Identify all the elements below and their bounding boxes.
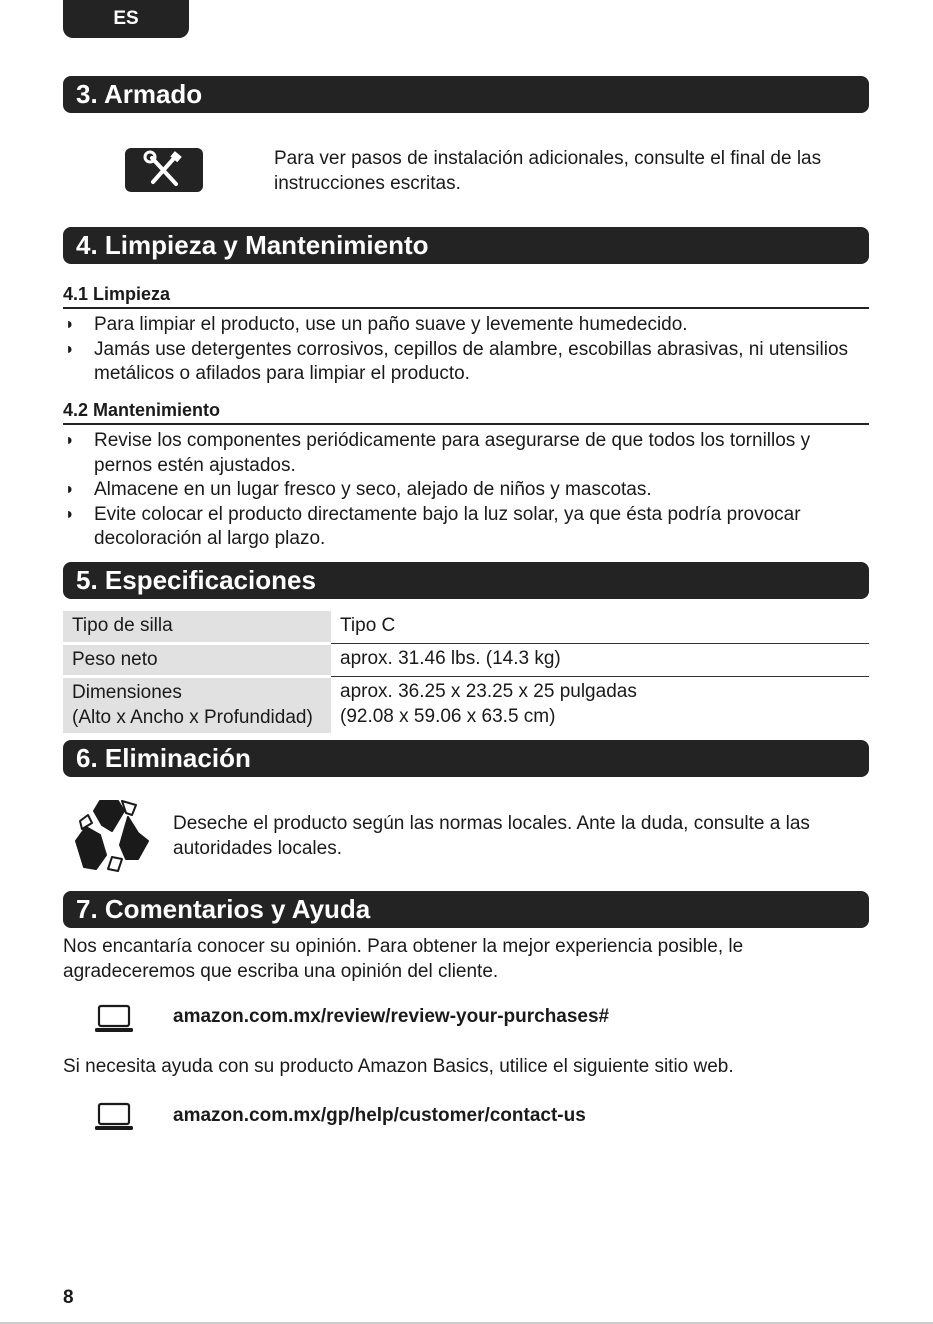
spec-value: aprox. 36.25 x 23.25 x 25 pulgadas (92.08 x 59.06 x 63.5 cm) bbox=[340, 681, 637, 727]
subheading-maintenance: 4.2 Mantenimiento bbox=[63, 399, 869, 425]
assembly-text: Para ver pasos de instalación adicionales, consulte el final de las instrucciones escritas. bbox=[274, 148, 822, 194]
bullet-icon: ◗ bbox=[65, 432, 75, 449]
list-item: ◗ Para limpiar el producto, use un paño suave y levemente humedecido. bbox=[63, 313, 863, 338]
section-title-disposal: 6. Eliminación bbox=[63, 740, 869, 777]
section-title-cleaning: 4. Limpieza y Mantenimiento bbox=[63, 227, 869, 264]
spec-key: Dimensiones (Alto x Ancho x Profundidad) bbox=[63, 677, 331, 735]
feedback-intro: Nos encantaría conocer su opinión. Para obtener la mejor experiencia posible, le agradeceremos que escriba una opinión del cliente. bbox=[63, 936, 744, 982]
language-tab: ES bbox=[63, 0, 189, 38]
list-item: ◗ Revise los componentes periódicamente para asegurarse de que todos los tornillos y pernos estén ajustados. bbox=[65, 430, 811, 476]
laptop-icon bbox=[95, 1004, 133, 1034]
section-title-assembly: 3. Armado bbox=[63, 76, 869, 113]
spec-key: Tipo de silla bbox=[63, 611, 331, 643]
spec-key: Peso neto bbox=[63, 643, 331, 677]
bullet-icon: ◗ bbox=[65, 481, 75, 498]
maintenance-list bbox=[63, 429, 863, 552]
table-row bbox=[63, 611, 869, 643]
bullet-icon: ◗ bbox=[65, 505, 75, 523]
list-item: ◗ Evite colocar el producto directamente bajo la luz solar, ya que ésta podría provocar decoloración al largo plazo. bbox=[65, 503, 801, 549]
page-number: 8 bbox=[63, 1287, 74, 1308]
list-item: ◗ Jamás use detergentes corrosivos, cepillos de alambre, escobillas abrasivas, ni utensilios metálicos o afilados para limpiar el producto. bbox=[65, 338, 849, 384]
bullet-icon: ◗ bbox=[65, 340, 75, 358]
spec-value: Tipo C bbox=[331, 611, 869, 643]
cleaning-list bbox=[63, 313, 863, 387]
section-title-feedback: 7. Comentarios y Ayuda bbox=[63, 891, 869, 928]
section-title-specs: 5. Especificaciones bbox=[63, 562, 869, 599]
recycle-icon bbox=[72, 797, 152, 873]
bullet-icon: ◗ bbox=[65, 316, 75, 333]
help-text: Si necesita ayuda con su producto Amazon Basics, utilice el siguiente sitio web. bbox=[63, 1056, 734, 1077]
spec-value: aprox. 31.46 lbs. (14.3 kg) bbox=[331, 643, 869, 677]
list-item: ◗ Almacene en un lugar fresco y seco, alejado de niños y mascotas. bbox=[63, 478, 863, 503]
table-row bbox=[63, 677, 869, 735]
laptop-icon bbox=[95, 1102, 133, 1132]
help-link[interactable]: amazon.com.mx/gp/help/customer/contact-us bbox=[173, 1105, 586, 1126]
tools-icon bbox=[125, 148, 203, 192]
disposal-text: Deseche el producto según las normas locales. Ante la duda, consulte a las autoridades locales. bbox=[173, 813, 810, 859]
subheading-cleaning: 4.1 Limpieza bbox=[63, 283, 869, 309]
table-row bbox=[63, 643, 869, 677]
review-link[interactable]: amazon.com.mx/review/review-your-purchases# bbox=[173, 1006, 610, 1027]
spec-table bbox=[63, 611, 869, 736]
